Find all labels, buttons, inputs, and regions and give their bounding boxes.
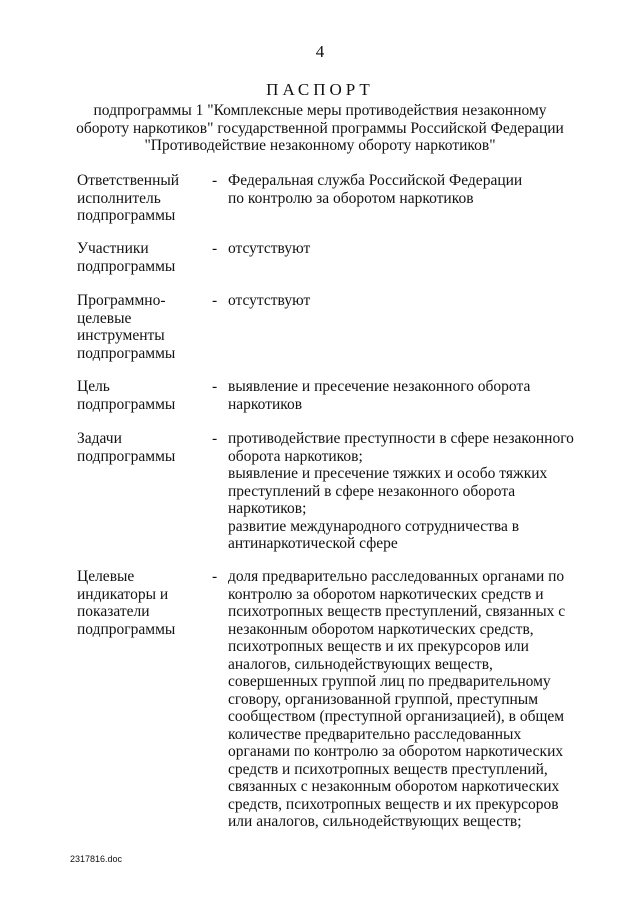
value-line: психотропных веществ преступлений, связанных с	[228, 603, 566, 620]
row-label	[77, 172, 207, 225]
row-label	[77, 240, 207, 275]
page-number: 4	[315, 42, 325, 61]
row-label	[77, 292, 207, 362]
value-line: количестве предварительно расследованных	[228, 725, 522, 743]
row-dash: -	[212, 240, 218, 257]
label-line: индикаторы и	[77, 585, 169, 603]
value-line: преступлений в сфере незаконного оборота	[228, 482, 516, 500]
value-line: незаконным оборотом наркотических средств,	[228, 620, 534, 638]
value-line: Федеральная служба Российской Федерации	[228, 172, 523, 189]
row-value	[228, 430, 573, 553]
value-line: выявление и пресечение тяжких и особо тяжких	[228, 465, 548, 482]
row-dash: -	[212, 430, 218, 447]
document-filename: 2317816.doc	[70, 854, 123, 864]
subtitle-line: "Противодействие незаконному обороту наркотиков"	[144, 137, 496, 154]
row-label	[77, 378, 207, 413]
label-line: подпрограммы	[77, 395, 176, 413]
value-line: или аналогов, сильнодействующих веществ;	[228, 813, 522, 830]
label-line: Программно-	[77, 292, 166, 309]
value-line: совершенных группой лиц по предварительному	[228, 673, 551, 690]
row-value	[228, 292, 573, 310]
row-label	[77, 430, 207, 465]
value-line: выявление и пресечение незаконного оборота	[228, 378, 531, 395]
label-line: целевые	[77, 309, 132, 327]
label-line: подпрограммы	[77, 620, 176, 638]
row-dash: -	[212, 292, 218, 309]
row-value	[228, 172, 573, 207]
row-label	[77, 568, 207, 638]
row-value	[228, 240, 573, 258]
row-dash: -	[212, 568, 218, 585]
row-value	[228, 568, 573, 831]
value-line: органами по контролю за оборотом наркотических	[228, 743, 564, 760]
label-line: Ответственный	[77, 172, 180, 189]
value-line: оборота наркотиков;	[228, 447, 363, 465]
value-line: связанных с незаконным оборотом наркотических	[228, 778, 560, 795]
row-value	[228, 378, 573, 413]
value-line: развитие международного сотрудничества в	[228, 517, 520, 535]
label-line: подпрограммы	[77, 447, 176, 465]
subtitle-line: подпрограммы 1 "Комплексные меры противодействия незаконному	[93, 102, 547, 119]
row-dash: -	[212, 172, 218, 189]
value-line: сообществом (преступной организацией), в общем	[228, 708, 565, 725]
value-line: доля предварительно расследованных органами по	[228, 568, 565, 585]
label-line: Цель	[77, 378, 110, 395]
label-line: Целевые	[77, 568, 135, 585]
label-line: подпрограммы	[77, 257, 176, 275]
label-line: инструменты	[77, 327, 165, 344]
document-subtitle	[60, 102, 580, 155]
value-line: наркотиков;	[228, 500, 307, 517]
label-line: Участники	[77, 240, 149, 257]
row-dash: -	[212, 378, 218, 395]
value-line: отсутствуют	[228, 292, 311, 309]
value-line: наркотиков	[228, 395, 303, 413]
label-line: подпрограммы	[77, 207, 176, 224]
value-line: противодействие преступности в сфере незаконного	[228, 430, 574, 447]
label-line: подпрограммы	[77, 344, 176, 362]
value-line: сговору, организованной группой, преступным	[228, 690, 539, 708]
label-line: показатели	[77, 603, 150, 620]
value-line: отсутствуют	[228, 240, 311, 257]
value-line: по контролю за оборотом наркотиков	[228, 189, 474, 207]
label-line: исполнитель	[77, 189, 161, 207]
value-line: антинаркотической сфере	[228, 535, 398, 552]
value-line: психотропных веществ и их прекурсоров или	[228, 638, 529, 655]
value-line: аналогов, сильнодействующих веществ,	[228, 655, 493, 673]
value-line: средств и психотропных веществ преступлений,	[228, 760, 548, 778]
label-line: Задачи	[77, 430, 122, 447]
value-line: средств, психотропных веществ и их прекурсоров	[228, 795, 559, 813]
document-title: ПАСПОРТ	[266, 80, 374, 99]
value-line: контролю за оборотом наркотических средств и	[228, 585, 544, 603]
subtitle-line: обороту наркотиков" государственной программы Российской Федерации	[76, 119, 564, 137]
